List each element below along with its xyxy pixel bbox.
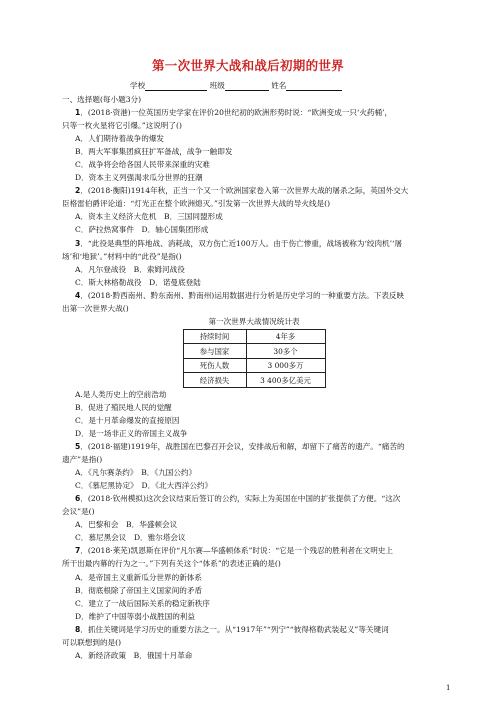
table-caption: 第一次世界大战情况统计表 [208,316,300,326]
option[interactable]: A.是人类历史上的空前浩劫 [75,389,167,399]
option[interactable]: D．是一场非正义的帝国主义战争 [75,428,188,438]
question-number: 5 [75,442,81,452]
name-field[interactable] [286,82,342,91]
question-6-cont: 会议”是() [62,507,95,517]
option[interactable]: C．《慕尼黑协定》 D．《北大西洋公约》 [75,481,213,491]
option[interactable]: C．建立了一战后国际关系的稳定新秩序 [75,598,210,608]
table-cell: 持续时间 [183,329,246,344]
section-heading: 一、选择题(每小题3分) [62,95,142,104]
table-cell: 3 000多万 [246,358,325,373]
question-2: 2．(2018·衡阳)1914年秋，正当一个又一个欧洲国家卷入第一次世界大战的屠杀之际，英国外交大 [75,186,409,196]
question-5-cont: 遗产”是指() [62,455,103,465]
table-cell: 参与国家 [183,344,246,359]
student-info-line [130,80,342,91]
option[interactable]: A．是帝国主义重新瓜分世界的新体系 [75,572,202,582]
option[interactable]: D．资本主义列强渴求瓜分世界的狂潮 [75,173,203,183]
table-row [183,329,325,344]
option[interactable]: B．两大军事集团疯狂扩军备战，战争一触即发 [75,147,233,157]
option[interactable]: A．人们期待着战争的爆发 [75,134,165,144]
page-title: 第一次世界大战和战后初期的世界 [151,58,344,73]
option[interactable]: B．促进了殖民地人民的觉醒 [75,402,172,412]
question-8-cont: 可以联想到的是() [62,637,122,647]
question-7-cont: 所干出最内幕的行为之一。”下列有关这个“体系”的表述正确的是() [62,559,281,569]
option[interactable]: C．是十月革命爆发的直接原因 [75,415,180,425]
table-row [183,358,325,373]
table-cell: 经济损失 [183,373,246,388]
option[interactable]: B．彻底根除了帝国主义国家间的矛盾 [75,585,203,595]
question-number: 4 [75,290,81,300]
question-number: 2 [75,186,81,196]
table-cell: 4年多 [246,329,325,344]
table-row [183,344,325,359]
question-number: 3 [75,238,81,248]
question-4-cont: 出第一次世界大战() [62,303,129,313]
question-number: 8 [75,624,81,634]
option[interactable]: C．战争将会给各国人民带来深重的灾难 [75,160,210,170]
school-field[interactable] [145,82,207,91]
option[interactable]: C．萨拉热窝事件 D．轴心国集团形成 [75,225,209,235]
name-label: 姓名 [271,81,287,90]
question-number: 1 [75,108,81,118]
question-4: 4．(2018·黔西南州、黔东南州、黔南州)运用数据进行分析是历史学习的一种重要方法。下表反映 [75,290,405,300]
question-1-cont: 只等一枚火星将它引爆。”这说明了() [62,121,182,131]
statistics-table [183,329,326,388]
school-label: 学校 [130,81,146,90]
table-cell: 3 400多亿美元 [246,373,325,388]
option[interactable]: A．新经济政策 B．俄国十月革命 [75,650,193,660]
table-cell: 死伤人数 [183,358,246,373]
class-label: 班级 [209,81,225,90]
question-7: 7．(2018·莱芜)凯恩斯在评价“凡尔赛—华盛顿体系”时说：“它是一个残忍的胜利者在文明史上 [75,546,393,556]
class-field[interactable] [225,82,269,91]
table-cell: 30多个 [246,344,325,359]
option[interactable]: A．巴黎和会 B．华盛顿会议 [75,520,178,530]
question-number: 6 [75,494,81,504]
question-3-cont: 场’和‘地狱’。”材料中的“此役”是指() [62,251,182,261]
option[interactable]: C．斯大林格勒战役 D．诺曼底登陆 [75,277,201,287]
question-5: 5．(2018·福建)1919年，战胜国在巴黎召开会议，安排战后和解，却留下了痛苦的遗产。“痛苦的 [75,442,405,452]
question-body [62,93,446,662]
option[interactable]: A．资本主义经济大危机 B．三国同盟形成 [75,212,223,222]
option[interactable]: A．《凡尔赛条约》 B．《九国公约》 [75,468,197,478]
option[interactable]: A．凡尔登战役 B．索姆河战役 [75,264,185,274]
table-row [183,373,325,388]
question-number: 7 [75,546,81,556]
page-number: 1 [446,684,451,692]
option[interactable]: C．慕尼黑会议 D．雅尔塔会议 [75,533,186,543]
question-8: 8．抓住关键词是学习历史的重要方法之一。从“1917年”“列宁”“彼得格勒武装起义”等关键词 [75,624,389,634]
question-6: 6．(2018·钦州模拟)这次会议结束后签订的公约，实际上为美国在中国的扩张提供了方便。“这次 [75,494,401,504]
option[interactable]: D．维护了中国等弱小战胜国的利益 [75,611,195,621]
question-1: 1．(2018·资港)一位英国历史学家在评价20世纪初的欧洲形势时说：“欧洲变成一只‘火药桶’， [75,108,393,118]
question-3: 3．“此役是典型的阵地战、消耗战，双方伤亡近100万人。由于伤亡惨重，战场被称为‘绞肉机’‘屠 [75,238,403,248]
question-2-cont: 臣格雷伯爵评论道：“灯光正在整个欧洲熄灭。”引发第一次世界大战的导火线是() [62,199,331,209]
